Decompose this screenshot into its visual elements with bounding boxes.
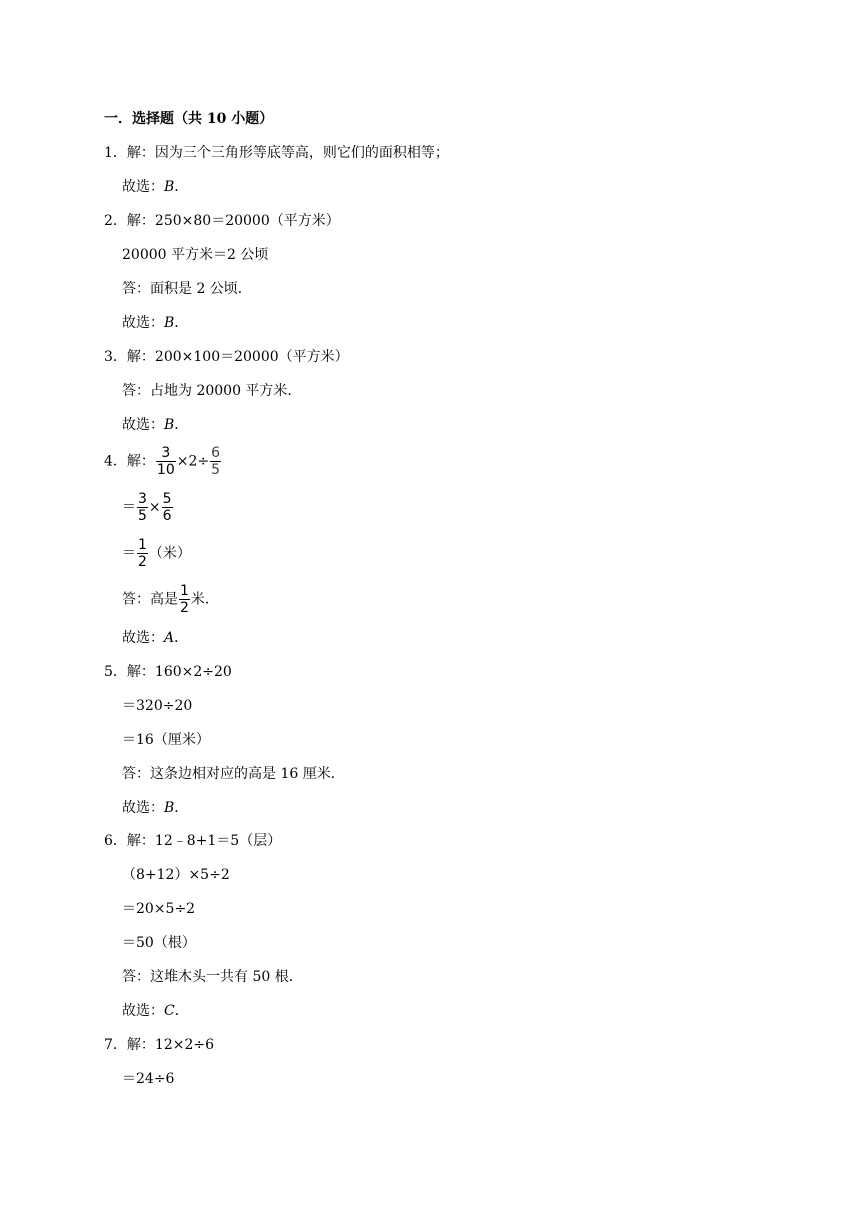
q6-line-1: 解：12﹣8+1＝5（层） <box>126 833 282 849</box>
q4-answer <box>122 629 188 647</box>
q3-answer-prefix: 故选： <box>122 417 164 433</box>
q1-answer-suffix: ． <box>174 179 189 195</box>
q4-fraction-5-numerator: 1 <box>138 537 147 553</box>
q4-fraction-6-numerator: 1 <box>180 583 189 599</box>
q6-line-4: ＝50（根） <box>122 935 196 951</box>
q3-number: 3． <box>104 349 127 365</box>
q2-answer-letter: B <box>164 315 175 331</box>
q6-answer <box>122 1002 189 1020</box>
q4-conclusion-prefix: 答：高是 <box>122 591 178 608</box>
q6-answer-suffix: ． <box>174 1003 189 1019</box>
q2-solution <box>104 212 340 230</box>
q1-line-1: 解：因为三个三角形等底等高，则它们的面积相等； <box>126 145 449 161</box>
q4-fraction-4-numerator: 5 <box>162 491 172 507</box>
q4-conclusion-suffix: 米． <box>190 591 219 608</box>
q4-fraction-4-denominator: 6 <box>162 508 172 524</box>
q4-solution <box>104 446 222 477</box>
q5-line-3: ＝16（厘米） <box>122 732 210 748</box>
q2-number: 2． <box>104 213 127 229</box>
q4-answer-suffix: ． <box>174 630 189 646</box>
q4-fraction-1 <box>156 446 176 477</box>
q7-line-2: ＝24÷6 <box>122 1071 175 1087</box>
q3-line-2: 答：占地为 20000 平方米． <box>122 383 302 399</box>
q4-answer-letter: A <box>164 630 175 646</box>
q7-number: 7． <box>104 1037 127 1053</box>
q6-solution <box>104 832 281 850</box>
q5-answer-suffix: ． <box>174 800 189 816</box>
q4-fraction-1-numerator: 3 <box>161 445 171 461</box>
q4-fraction-3-numerator: 3 <box>138 491 147 507</box>
q4-conclusion <box>122 584 219 615</box>
q4-solve-prefix: 解： <box>126 453 155 470</box>
section-title: 一．选择题（共 10 小题） <box>104 111 274 127</box>
q5-solution <box>104 663 232 681</box>
q4-operator: ×2÷ <box>176 453 210 470</box>
equals-sign: ＝ <box>122 499 136 516</box>
q4-fraction-2-denominator: 5 <box>211 462 221 478</box>
q4-step-1 <box>122 492 174 523</box>
q3-answer-suffix: ． <box>174 417 189 433</box>
q4-unit: （米） <box>148 545 191 562</box>
q5-line-1: 解：160×2÷20 <box>126 664 232 680</box>
equals-sign: ＝ <box>122 545 136 562</box>
q6-line-3: ＝20×5÷2 <box>122 901 196 917</box>
q4-fraction-3 <box>137 492 148 523</box>
q2-line-3: 答：面积是 2 公顷． <box>122 281 252 297</box>
q4-fraction-2 <box>210 446 221 477</box>
q4-fraction-4 <box>162 492 173 523</box>
q2-line-2: 20000 平方米＝2 公顷 <box>122 247 269 263</box>
q6-answer-prefix: 故选： <box>122 1003 164 1019</box>
q4-fraction-5 <box>137 538 148 569</box>
q2-answer-suffix: ． <box>174 315 189 331</box>
q4-fraction-2-numerator: 6 <box>211 445 221 461</box>
q1-answer <box>122 178 188 196</box>
q2-line-1: 解：250×80＝20000（平方米） <box>126 213 340 229</box>
times-sign: × <box>148 499 161 516</box>
q4-answer-prefix: 故选： <box>122 630 164 646</box>
q1-solution <box>104 144 449 162</box>
q4-fraction-1-denominator: 10 <box>156 462 175 478</box>
q5-number: 5． <box>104 664 127 680</box>
q6-line-5: 答：这堆木头一共有 50 根． <box>122 969 303 985</box>
q5-line-2: ＝320÷20 <box>122 698 193 714</box>
q4-fraction-6 <box>179 584 190 615</box>
q5-line-4: 答：这条边相对应的高是 16 厘米． <box>122 766 345 782</box>
q4-number: 4． <box>104 453 127 470</box>
q7-line-1: 解：12×2÷6 <box>126 1037 215 1053</box>
q1-number: 1． <box>104 145 127 161</box>
q2-answer-prefix: 故选： <box>122 315 164 331</box>
q1-answer-prefix: 故选： <box>122 179 164 195</box>
q3-line-1: 解：200×100＝20000（平方米） <box>126 349 349 365</box>
q2-answer <box>122 314 188 332</box>
q3-solution <box>104 348 349 366</box>
q4-step-2 <box>122 538 191 569</box>
q5-answer-prefix: 故选： <box>122 800 164 816</box>
q5-answer <box>122 799 188 817</box>
q4-fraction-5-denominator: 2 <box>138 554 147 570</box>
q4-fraction-3-denominator: 5 <box>138 508 147 524</box>
q4-fraction-6-denominator: 2 <box>180 600 189 616</box>
q5-answer-letter: B <box>164 800 175 816</box>
q7-solution <box>104 1036 214 1054</box>
q3-answer <box>122 416 188 434</box>
q6-number: 6． <box>104 833 127 849</box>
q1-answer-letter: B <box>164 179 175 195</box>
q6-answer-letter: C <box>164 1003 175 1019</box>
q6-line-2: （8+12）×5÷2 <box>122 867 230 883</box>
q3-answer-letter: B <box>164 417 175 433</box>
